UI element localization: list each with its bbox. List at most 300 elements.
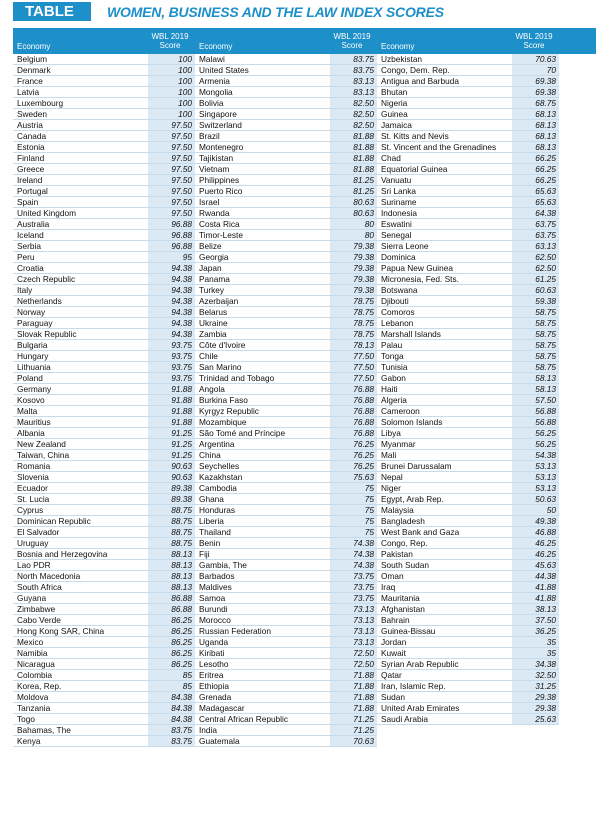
wbl-score: 86.88 [148, 604, 195, 614]
wbl-score: 97.50 [148, 186, 195, 196]
table-row [195, 736, 377, 747]
economy-name: Congo, Dem. Rep. [381, 65, 450, 75]
table-label: TABLE [13, 2, 91, 21]
economy-name: Marshall Islands [381, 329, 441, 339]
wbl-score: 79.38 [330, 252, 377, 262]
table-row [13, 186, 195, 197]
economy-name: Ghana [199, 494, 224, 504]
wbl-score: 75 [330, 483, 377, 493]
table-row [195, 450, 377, 461]
economy-name: Barbados [199, 571, 235, 581]
wbl-score: 29.38 [512, 703, 559, 713]
table-row [377, 131, 559, 142]
table-row [377, 692, 559, 703]
wbl-score: 90.63 [148, 461, 195, 471]
table-row [195, 692, 377, 703]
wbl-score: 78.75 [330, 307, 377, 317]
economy-name: Zimbabwe [17, 604, 56, 614]
table-row [13, 494, 195, 505]
economy-name: Hungary [17, 351, 49, 361]
economy-name: Mauritania [381, 593, 420, 603]
wbl-score: 60.63 [512, 285, 559, 295]
table-row [195, 527, 377, 538]
wbl-score: 91.88 [148, 384, 195, 394]
economy-name: Netherlands [17, 296, 62, 306]
column-group-3 [377, 54, 559, 747]
economy-name: Namibia [17, 648, 48, 658]
economy-name: Ethiopia [199, 681, 229, 691]
wbl-score: 97.50 [148, 208, 195, 218]
wbl-score: 97.50 [148, 197, 195, 207]
wbl-score: 83.75 [148, 725, 195, 735]
wbl-score: 71.25 [330, 714, 377, 724]
wbl-score: 75 [330, 494, 377, 504]
table-row [13, 142, 195, 153]
wbl-score: 91.25 [148, 428, 195, 438]
table-row [195, 516, 377, 527]
scores-table [13, 28, 596, 747]
economy-name: Brunei Darussalam [381, 461, 452, 471]
wbl-score: 71.25 [330, 725, 377, 735]
economy-name: South Sudan [381, 560, 429, 570]
economy-name: Belgium [17, 54, 47, 64]
wbl-score: 81.88 [330, 164, 377, 174]
economy-name: Kuwait [381, 648, 406, 658]
table-row [13, 516, 195, 527]
table-row [13, 54, 195, 65]
table-row [195, 340, 377, 351]
wbl-score: 86.25 [148, 648, 195, 658]
economy-name: Kyrgyz Republic [199, 406, 259, 416]
wbl-score: 80.63 [330, 208, 377, 218]
table-body [13, 54, 596, 747]
wbl-score: 85 [148, 670, 195, 680]
wbl-score: 79.38 [330, 274, 377, 284]
wbl-score: 58.75 [512, 362, 559, 372]
table-row [195, 230, 377, 241]
wbl-score: 86.25 [148, 659, 195, 669]
economy-name: China [199, 450, 221, 460]
table-row [377, 582, 559, 593]
economy-name: Lao PDR [17, 560, 51, 570]
economy-name: Madagascar [199, 703, 245, 713]
table-row [13, 351, 195, 362]
wbl-score: 59.38 [512, 296, 559, 306]
wbl-score: 35 [512, 648, 559, 658]
economy-name: Chile [199, 351, 218, 361]
economy-name: Dominican Republic [17, 516, 91, 526]
wbl-score: 70 [512, 65, 559, 75]
economy-name: Timor-Leste [199, 230, 243, 240]
table-row [195, 659, 377, 670]
table-row [377, 483, 559, 494]
table-row [13, 285, 195, 296]
table-row [13, 538, 195, 549]
table-row [13, 439, 195, 450]
economy-name: Korea, Rep. [17, 681, 62, 691]
table-row [13, 659, 195, 670]
wbl-score: 50.63 [512, 494, 559, 504]
wbl-score: 46.25 [512, 538, 559, 548]
economy-name: Armenia [199, 76, 230, 86]
wbl-score: 71.88 [330, 703, 377, 713]
wbl-score: 91.25 [148, 450, 195, 460]
table-row [195, 175, 377, 186]
wbl-score: 93.75 [148, 351, 195, 361]
economy-name: Solomon Islands [381, 417, 443, 427]
wbl-score: 58.75 [512, 351, 559, 361]
wbl-score: 46.88 [512, 527, 559, 537]
economy-name: Burundi [199, 604, 228, 614]
wbl-score: 64.38 [512, 208, 559, 218]
table-row [195, 373, 377, 384]
wbl-score: 50 [512, 505, 559, 515]
economy-name: Tajikistan [199, 153, 234, 163]
economy-name: Colombia [17, 670, 53, 680]
economy-name: Serbia [17, 241, 41, 251]
wbl-score: 91.88 [148, 395, 195, 405]
table-row [195, 285, 377, 296]
table-row [13, 714, 195, 725]
wbl-score: 56.25 [512, 428, 559, 438]
table-row [377, 527, 559, 538]
table-row [195, 637, 377, 648]
wbl-score: 45.63 [512, 560, 559, 570]
wbl-score: 74.38 [330, 560, 377, 570]
economy-name: Bolivia [199, 98, 224, 108]
table-row [377, 296, 559, 307]
wbl-score: 94.38 [148, 285, 195, 295]
economy-name: Canada [17, 131, 47, 141]
economy-name: Angola [199, 384, 225, 394]
economy-name: Sierra Leone [381, 241, 429, 251]
column-group-1 [13, 54, 195, 747]
table-row [377, 395, 559, 406]
economy-name: Bosnia and Herzegovina [17, 549, 108, 559]
wbl-score: 86.25 [148, 615, 195, 625]
table-row [377, 450, 559, 461]
wbl-score: 73.13 [330, 604, 377, 614]
table-row [195, 406, 377, 417]
wbl-score: 80 [330, 230, 377, 240]
wbl-score: 73.75 [330, 571, 377, 581]
wbl-score: 71.88 [330, 692, 377, 702]
wbl-score: 44.38 [512, 571, 559, 581]
table-row [377, 76, 559, 87]
wbl-score: 73.13 [330, 637, 377, 647]
table-row [195, 384, 377, 395]
table-row [377, 164, 559, 175]
header-economy-3: Economy [381, 42, 415, 51]
wbl-score: 63.75 [512, 219, 559, 229]
economy-name: Grenada [199, 692, 232, 702]
wbl-score: 63.13 [512, 241, 559, 251]
table-row [13, 626, 195, 637]
wbl-score: 76.25 [330, 439, 377, 449]
economy-name: Gabon [381, 373, 406, 383]
table-row [195, 571, 377, 582]
economy-name: Libya [381, 428, 401, 438]
wbl-score: 88.75 [148, 505, 195, 515]
economy-name: Poland [17, 373, 43, 383]
economy-name: Ukraine [199, 318, 228, 328]
table-row [195, 219, 377, 230]
table-row [377, 560, 559, 571]
wbl-score: 88.13 [148, 582, 195, 592]
economy-name: Nigeria [381, 98, 408, 108]
wbl-score: 73.13 [330, 626, 377, 636]
economy-name: Sweden [17, 109, 47, 119]
wbl-score: 83.13 [330, 76, 377, 86]
wbl-score: 58.75 [512, 329, 559, 339]
economy-name: Estonia [17, 142, 45, 152]
wbl-score: 74.38 [330, 538, 377, 548]
header-score-2: WBL 2019 Score [333, 32, 371, 50]
wbl-score: 72.50 [330, 659, 377, 669]
economy-name: Latvia [17, 87, 40, 97]
economy-name: Australia [17, 219, 50, 229]
wbl-score: 69.38 [512, 76, 559, 86]
wbl-score: 68.13 [512, 142, 559, 152]
wbl-score: 76.25 [330, 461, 377, 471]
table-row [377, 208, 559, 219]
wbl-score: 72.50 [330, 648, 377, 658]
wbl-score: 58.75 [512, 340, 559, 350]
table-header [13, 28, 596, 54]
wbl-score: 66.25 [512, 175, 559, 185]
economy-name: Bhutan [381, 87, 408, 97]
table-row [13, 329, 195, 340]
economy-name: New Zealand [17, 439, 66, 449]
wbl-score: 29.38 [512, 692, 559, 702]
wbl-score: 75.63 [330, 472, 377, 482]
economy-name: Guatemala [199, 736, 240, 746]
wbl-score: 81.25 [330, 186, 377, 196]
economy-name: Switzerland [199, 120, 242, 130]
wbl-score: 88.13 [148, 571, 195, 581]
table-row [13, 252, 195, 263]
economy-name: Malaysia [381, 505, 414, 515]
economy-name: United States [199, 65, 249, 75]
table-row [377, 120, 559, 131]
economy-name: Puerto Rico [199, 186, 243, 196]
wbl-score: 68.13 [512, 131, 559, 141]
table-row [195, 417, 377, 428]
table-row [13, 560, 195, 571]
wbl-score: 94.38 [148, 263, 195, 273]
wbl-score: 76.25 [330, 450, 377, 460]
wbl-score: 76.88 [330, 428, 377, 438]
table-row [13, 219, 195, 230]
economy-name: Nepal [381, 472, 403, 482]
wbl-score: 68.13 [512, 109, 559, 119]
wbl-score: 62.50 [512, 252, 559, 262]
wbl-score: 75 [330, 527, 377, 537]
wbl-score: 86.25 [148, 637, 195, 647]
table-row [195, 252, 377, 263]
economy-name: Jordan [381, 637, 407, 647]
table-row [377, 384, 559, 395]
table-row [13, 340, 195, 351]
economy-name: Hong Kong SAR, China [17, 626, 105, 636]
table-row [13, 373, 195, 384]
table-row [13, 670, 195, 681]
table-row [13, 109, 195, 120]
wbl-score: 77.50 [330, 351, 377, 361]
table-row [377, 351, 559, 362]
wbl-score: 68.13 [512, 120, 559, 130]
table-row [13, 384, 195, 395]
wbl-score: 84.38 [148, 692, 195, 702]
table-row [377, 516, 559, 527]
table-row [377, 285, 559, 296]
table-row [13, 318, 195, 329]
table-row [377, 186, 559, 197]
economy-name: Guinea-Bissau [381, 626, 436, 636]
table-row [377, 406, 559, 417]
wbl-score: 66.25 [512, 153, 559, 163]
table-row [377, 615, 559, 626]
table-row [377, 681, 559, 692]
economy-name: Eswatini [381, 219, 412, 229]
economy-name: Palau [381, 340, 403, 350]
table-row [377, 373, 559, 384]
economy-name: Bulgaria [17, 340, 48, 350]
header-economy-1: Economy [17, 42, 51, 51]
economy-name: South Africa [17, 582, 62, 592]
wbl-score: 75 [330, 505, 377, 515]
economy-name: Indonesia [381, 208, 417, 218]
wbl-score: 83.75 [330, 65, 377, 75]
table-row [13, 736, 195, 747]
column-group-2 [195, 54, 377, 747]
table-row [377, 87, 559, 98]
economy-name: Ecuador [17, 483, 48, 493]
table-row [13, 395, 195, 406]
economy-name: Mongolia [199, 87, 233, 97]
table-row [377, 659, 559, 670]
table-row [13, 615, 195, 626]
economy-name: Philippines [199, 175, 240, 185]
wbl-score: 76.88 [330, 384, 377, 394]
table-row [195, 76, 377, 87]
wbl-score: 79.38 [330, 263, 377, 273]
wbl-score: 89.38 [148, 483, 195, 493]
table-row [377, 362, 559, 373]
wbl-score: 58.75 [512, 307, 559, 317]
wbl-score: 97.50 [148, 131, 195, 141]
wbl-score: 100 [148, 54, 195, 64]
economy-name: Tanzania [17, 703, 51, 713]
economy-name: Trinidad and Tobago [199, 373, 275, 383]
economy-name: Togo [17, 714, 35, 724]
wbl-score: 88.75 [148, 527, 195, 537]
economy-name: Thailand [199, 527, 231, 537]
economy-name: Rwanda [199, 208, 230, 218]
economy-name: Luxembourg [17, 98, 64, 108]
table-row [195, 593, 377, 604]
table-row [377, 494, 559, 505]
wbl-score: 79.38 [330, 241, 377, 251]
economy-name: Bahamas, The [17, 725, 71, 735]
economy-name: Iceland [17, 230, 44, 240]
table-row [377, 637, 559, 648]
wbl-score: 74.38 [330, 549, 377, 559]
economy-name: Suriname [381, 197, 417, 207]
table-row [13, 571, 195, 582]
table-row [195, 274, 377, 285]
table-row [377, 626, 559, 637]
economy-name: Tonga [381, 351, 404, 361]
economy-name: Jamaica [381, 120, 412, 130]
wbl-score: 97.50 [148, 153, 195, 163]
table-row [13, 274, 195, 285]
table-row [377, 472, 559, 483]
table-row [377, 329, 559, 340]
economy-name: Peru [17, 252, 35, 262]
economy-name: Central African Republic [199, 714, 289, 724]
economy-name: Benin [199, 538, 221, 548]
wbl-score: 83.75 [148, 736, 195, 746]
wbl-score: 37.50 [512, 615, 559, 625]
wbl-score: 68.75 [512, 98, 559, 108]
table-row [377, 153, 559, 164]
wbl-score: 81.25 [330, 175, 377, 185]
table-row [13, 65, 195, 76]
table-row [377, 549, 559, 560]
economy-name: Greece [17, 164, 45, 174]
economy-name: Mexico [17, 637, 44, 647]
table-row [13, 582, 195, 593]
table-row [195, 87, 377, 98]
table-row [13, 208, 195, 219]
economy-name: France [17, 76, 43, 86]
table-row [377, 65, 559, 76]
table-row [13, 406, 195, 417]
wbl-score: 80.63 [330, 197, 377, 207]
wbl-score: 46.25 [512, 549, 559, 559]
table-row [13, 307, 195, 318]
wbl-score: 100 [148, 98, 195, 108]
wbl-score: 73.75 [330, 582, 377, 592]
wbl-score: 71.88 [330, 681, 377, 691]
wbl-score: 69.38 [512, 87, 559, 97]
table-row [195, 626, 377, 637]
economy-name: Albania [17, 428, 45, 438]
economy-name: Cyprus [17, 505, 44, 515]
wbl-score: 78.75 [330, 329, 377, 339]
wbl-score: 53.13 [512, 483, 559, 493]
table-row [195, 153, 377, 164]
economy-name: Turkey [199, 285, 225, 295]
table-row [377, 505, 559, 516]
economy-name: Japan [199, 263, 222, 273]
economy-name: Micronesia, Fed. Sts. [381, 274, 459, 284]
table-row [195, 681, 377, 692]
wbl-score: 58.75 [512, 318, 559, 328]
wbl-score: 97.50 [148, 120, 195, 130]
wbl-score: 56.88 [512, 417, 559, 427]
wbl-score: 73.75 [330, 593, 377, 603]
table-row [377, 54, 559, 65]
economy-name: Austria [17, 120, 43, 130]
wbl-score: 77.50 [330, 362, 377, 372]
economy-name: Sudan [381, 692, 405, 702]
table-row [195, 428, 377, 439]
wbl-score: 71.88 [330, 670, 377, 680]
wbl-score: 83.13 [330, 87, 377, 97]
economy-name: Mali [381, 450, 397, 460]
